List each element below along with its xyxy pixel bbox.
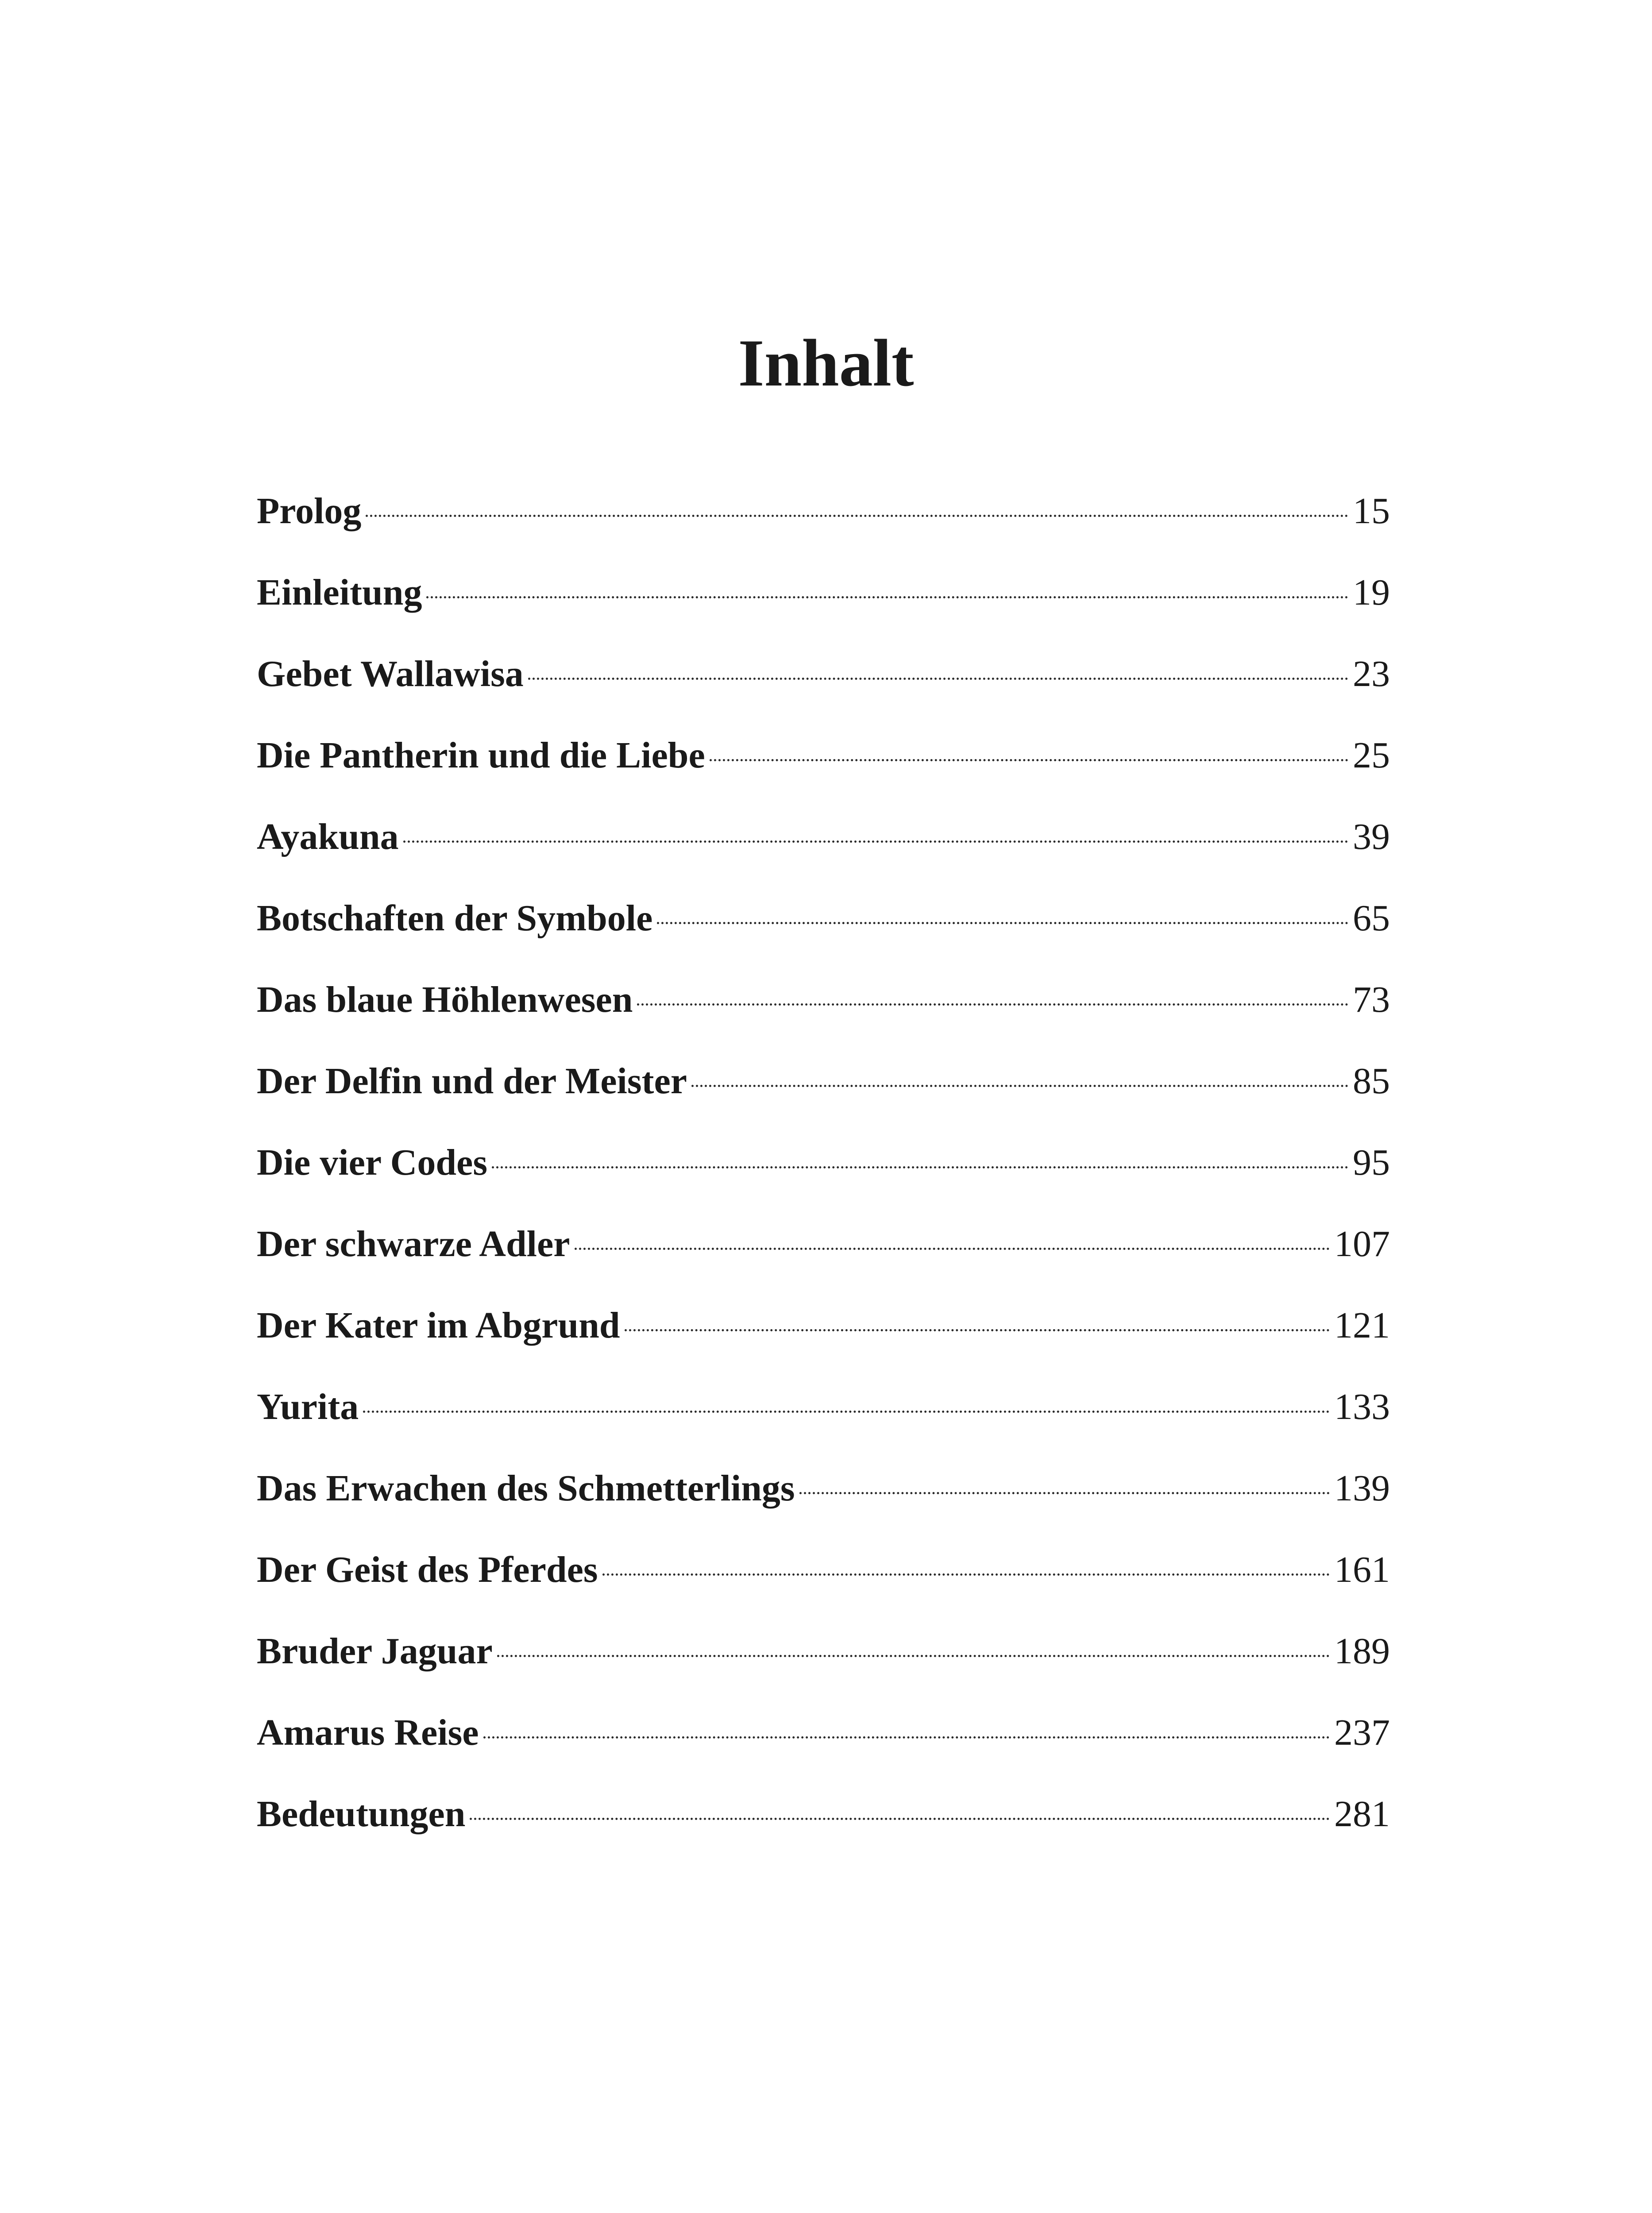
toc-dot-leader: [492, 1166, 1348, 1168]
toc-entry: [257, 813, 1390, 894]
toc-entry: [257, 1057, 1390, 1138]
toc-entry-title: Die Pantherin und die Liebe: [257, 735, 705, 776]
toc-entry-title: Bruder Jaguar: [257, 1631, 493, 1672]
toc-entry-page: 85: [1353, 1060, 1390, 1102]
toc-entry-title: Das Erwachen des Schmetterlings: [257, 1468, 795, 1509]
toc-entry-page: 23: [1353, 653, 1390, 694]
toc-dot-leader: [799, 1492, 1330, 1494]
toc-entry-title: Prolog: [257, 490, 362, 532]
toc-dot-leader: [470, 1818, 1330, 1820]
toc-entry-page: 15: [1353, 490, 1390, 532]
toc-entry-title: Amarus Reise: [257, 1712, 479, 1753]
toc-entry: [257, 894, 1390, 975]
toc-entry-title: Der Delfin und der Meister: [257, 1060, 687, 1102]
toc-dot-leader: [637, 1003, 1348, 1006]
toc-entry: [257, 568, 1390, 650]
toc-entry: [257, 1708, 1390, 1790]
toc-dot-leader: [625, 1329, 1330, 1331]
toc-entry-page: 237: [1334, 1712, 1390, 1753]
toc-entry-title: Botschaften der Symbole: [257, 898, 653, 939]
toc-dot-leader: [691, 1085, 1348, 1087]
toc-entry-page: 281: [1334, 1793, 1390, 1835]
toc-entry: [257, 1546, 1390, 1627]
toc-dot-leader: [497, 1655, 1330, 1657]
toc-dot-leader: [657, 922, 1348, 924]
toc-entry: [257, 650, 1390, 731]
toc-entry-page: 189: [1334, 1631, 1390, 1672]
toc-entry: [257, 1301, 1390, 1383]
toc-entry-page: 107: [1334, 1223, 1390, 1265]
toc-dot-leader: [575, 1248, 1330, 1250]
toc-entry: [257, 1627, 1390, 1708]
table-of-contents: [257, 487, 1390, 1871]
toc-entry: [257, 975, 1390, 1057]
toc-entry-page: 73: [1353, 979, 1390, 1020]
toc-entry-page: 133: [1334, 1386, 1390, 1427]
toc-entry-title: Einleitung: [257, 572, 422, 613]
toc-entry-page: 139: [1334, 1468, 1390, 1509]
toc-dot-leader: [483, 1736, 1330, 1739]
toc-dot-leader: [710, 759, 1348, 761]
toc-entry-title: Der schwarze Adler: [257, 1223, 570, 1265]
toc-entry-page: 25: [1353, 735, 1390, 776]
toc-dot-leader: [363, 1411, 1330, 1413]
toc-entry-page: 121: [1334, 1305, 1390, 1346]
toc-entry: [257, 1790, 1390, 1871]
toc-entry-title: Das blaue Höhlenwesen: [257, 979, 633, 1020]
toc-entry: [257, 731, 1390, 813]
toc-entry: [257, 1138, 1390, 1220]
toc-dot-leader: [403, 840, 1348, 843]
toc-dot-leader: [528, 678, 1348, 680]
toc-entry-title: Der Kater im Abgrund: [257, 1305, 620, 1346]
toc-dot-leader: [426, 596, 1348, 598]
toc-dot-leader: [602, 1573, 1330, 1576]
toc-entry-title: Ayakuna: [257, 816, 399, 857]
toc-entry-title: Gebet Wallawisa: [257, 653, 524, 694]
toc-entry-title: Yurita: [257, 1386, 359, 1427]
toc-entry: [257, 487, 1390, 568]
toc-dot-leader: [366, 515, 1348, 517]
toc-entry-page: 95: [1353, 1142, 1390, 1183]
toc-entry-title: Bedeutungen: [257, 1793, 466, 1835]
toc-entry-page: 161: [1334, 1549, 1390, 1590]
page-title: Inhalt: [738, 326, 914, 400]
toc-entry: [257, 1464, 1390, 1546]
toc-entry: [257, 1383, 1390, 1464]
toc-entry: [257, 1220, 1390, 1301]
toc-entry-title: Die vier Codes: [257, 1142, 488, 1183]
toc-entry-page: 19: [1353, 572, 1390, 613]
toc-entry-page: 39: [1353, 816, 1390, 857]
toc-entry-page: 65: [1353, 898, 1390, 939]
toc-entry-title: Der Geist des Pferdes: [257, 1549, 598, 1590]
